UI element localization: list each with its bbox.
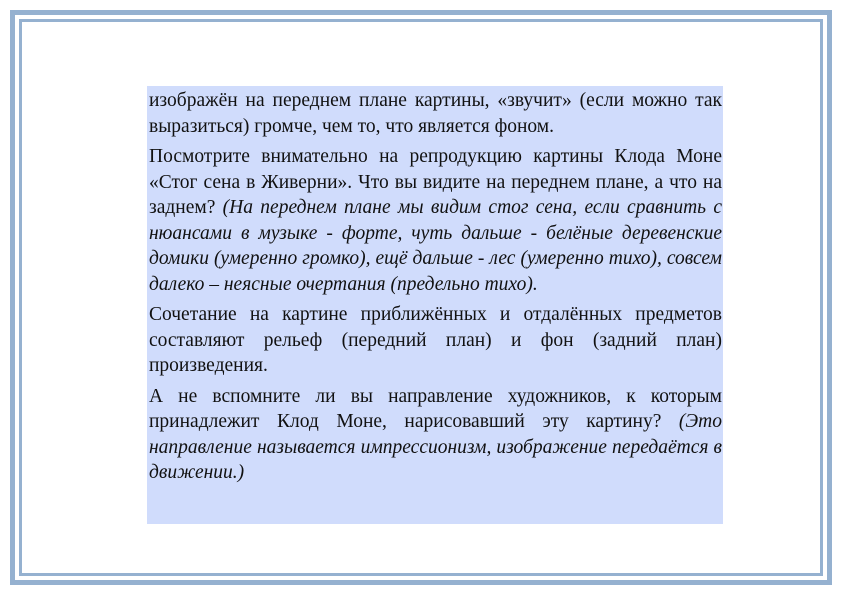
- paragraph-4-answer: (Это направление называется импрессионизм, изображение передаётся в движении.): [149, 411, 722, 483]
- slide-text-block: [147, 86, 723, 524]
- paragraph-2-text: Посмотрите внимательно на репродукцию картины Клода Моне «Стог сена в Живерни». Что вы видите на переднем плане, а что на заднем?: [149, 146, 722, 218]
- paragraph-4-text: А не вспомните ли вы направление художников, к которым принадлежит Клод Моне, нарисовавший эту картину?: [149, 385, 722, 432]
- paragraph-1-text: изображён на переднем плане картины, «звучит» (если можно так выразиться) громче, чем то, что является фоном.: [149, 90, 722, 137]
- paragraph-4: [149, 384, 722, 486]
- paragraph-3-text: Сочетание на картине приближённых и отдалённых предметов составляют рельеф (передний план) и фон (задний план) произведения.: [149, 304, 722, 376]
- paragraph-1: [149, 88, 722, 139]
- paragraph-2-answer: (На переднем плане мы видим стог сена, если сравнить с нюансами в музыке - форте, чуть дальше - белёные деревенские домики (умеренно громко), ещё дальше - лес (умеренно тихо), совсем далеко – неясные очертания (предельно тихо).: [149, 197, 722, 295]
- paragraph-2: [149, 144, 722, 297]
- paragraph-3: [149, 302, 722, 379]
